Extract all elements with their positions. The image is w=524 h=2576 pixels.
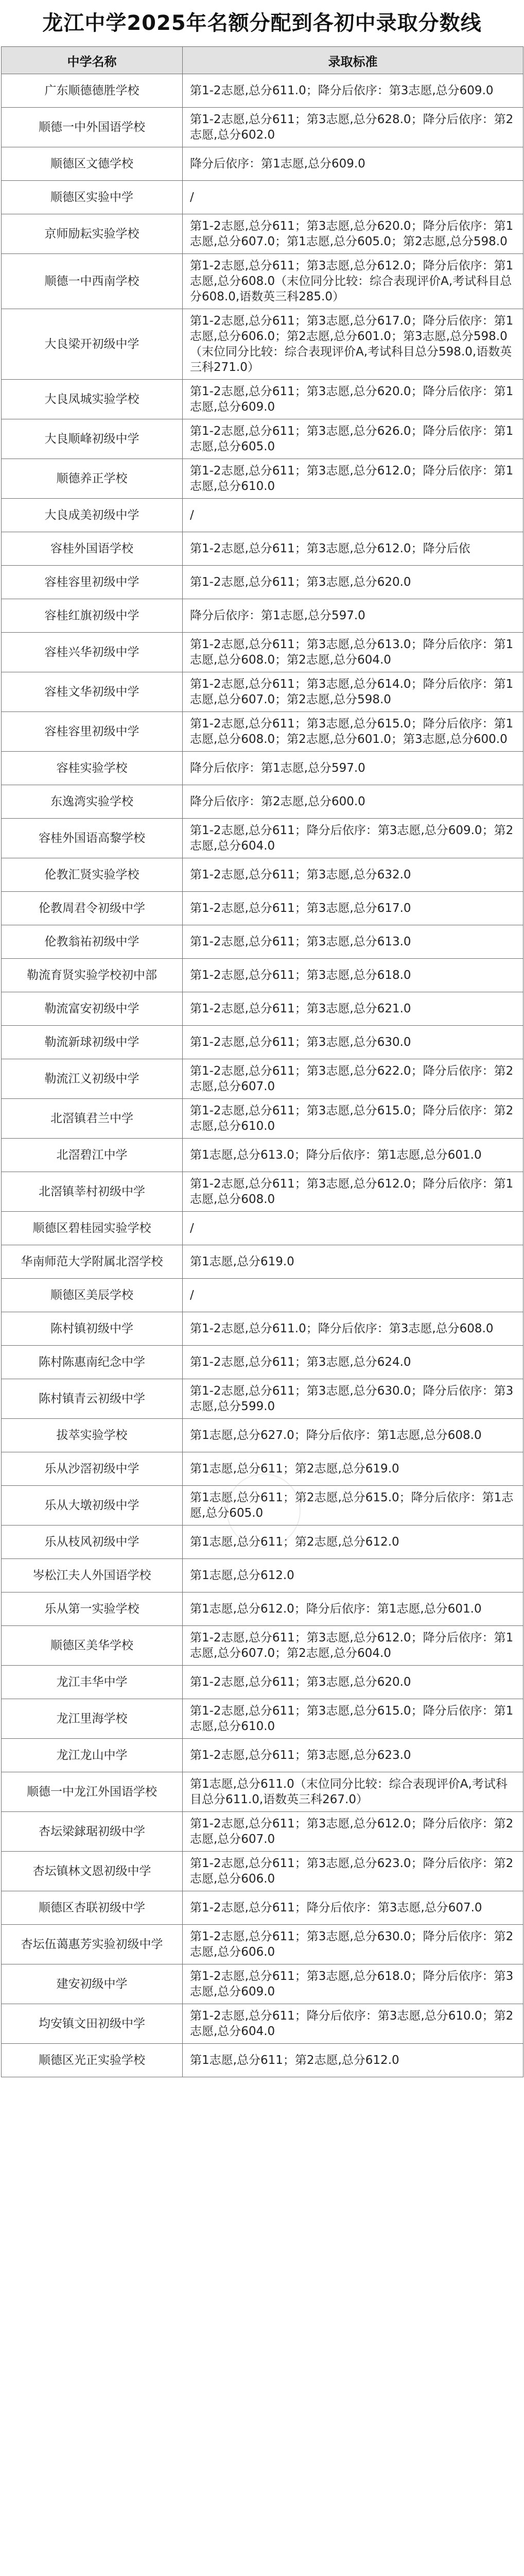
admission-standard-cell: 第1-2志愿,总分611；降分后依序：第3志愿,总分609.0；第2志愿,总分604.0 xyxy=(183,819,523,858)
school-name-cell: 陈村镇初级中学 xyxy=(2,1312,183,1346)
admission-standard-cell: 第1-2志愿,总分611；第3志愿,总分612.0；降分后依序：第1志愿,总分610.0 xyxy=(183,459,523,499)
table-row xyxy=(2,2044,523,2077)
admission-standard-cell: 第1-2志愿,总分611；降分后依序：第3志愿,总分607.0 xyxy=(183,1891,523,1925)
table-row xyxy=(2,752,523,785)
school-name-cell: 容桂红旗初级中学 xyxy=(2,599,183,633)
table-row xyxy=(2,819,523,858)
table-row xyxy=(2,959,523,992)
school-name-cell: 龙江龙山中学 xyxy=(2,1739,183,1772)
school-name-cell: 顺德养正学校 xyxy=(2,459,183,499)
admission-standard-cell: 第1-2志愿,总分611；第3志愿,总分630.0；降分后依序：第3志愿,总分599.0 xyxy=(183,1379,523,1419)
school-name-cell: 乐从沙滘初级中学 xyxy=(2,1452,183,1486)
admission-standard-cell: 第1-2志愿,总分611；第3志愿,总分612.0；降分后依 xyxy=(183,532,523,566)
school-name-cell: 容桂容里初级中学 xyxy=(2,712,183,752)
admission-standard-cell: 第1-2志愿,总分611；第3志愿,总分632.0 xyxy=(183,858,523,892)
school-name-cell: 容桂外国语高黎学校 xyxy=(2,819,183,858)
table-row xyxy=(2,1559,523,1592)
school-name-cell: 顺德一中外国语学校 xyxy=(2,108,183,147)
table-row xyxy=(2,1312,523,1346)
admission-standard-cell: 第1-2志愿,总分611；第3志愿,总分614.0；降分后依序：第1志愿,总分607.0；第2志愿,总分598.0 xyxy=(183,672,523,712)
table-row xyxy=(2,1172,523,1212)
school-name-cell: 乐从枝风初级中学 xyxy=(2,1526,183,1559)
admission-standard-cell: 第1志愿,总分611；第2志愿,总分619.0 xyxy=(183,1452,523,1486)
table-row xyxy=(2,147,523,181)
school-name-cell: 京师励耘实验学校 xyxy=(2,214,183,254)
admission-standard-cell: 第1志愿,总分611；第2志愿,总分612.0 xyxy=(183,2044,523,2077)
school-name-cell: 顺德一中西南学校 xyxy=(2,254,183,309)
admission-standard-cell: 降分后依序：第1志愿,总分597.0 xyxy=(183,599,523,633)
admission-standard-cell: 第1-2志愿,总分611；第3志愿,总分624.0 xyxy=(183,1346,523,1379)
admission-standard-cell: 第1-2志愿,总分611；第3志愿,总分615.0；降分后依序：第2志愿,总分610.0 xyxy=(183,1099,523,1139)
school-name-cell: 杏坛镇林文恩初级中学 xyxy=(2,1852,183,1891)
admission-standard-cell: 第1-2志愿,总分611；第3志愿,总分623.0 xyxy=(183,1739,523,1772)
admission-standard-cell: 第1志愿,总分627.0；降分后依序：第1志愿,总分608.0 xyxy=(183,1419,523,1452)
admission-table xyxy=(1,46,523,2077)
school-name-cell: 容桂兴华初级中学 xyxy=(2,633,183,672)
admission-standard-cell: 第1-2志愿,总分611；第3志愿,总分615.0；降分后依序：第1志愿,总分610.0 xyxy=(183,1699,523,1739)
table-row xyxy=(2,785,523,819)
table-row xyxy=(2,1026,523,1059)
table-row xyxy=(2,1419,523,1452)
school-name-cell: 伦教翁祐初级中学 xyxy=(2,925,183,959)
header-admission-standard: 录取标准 xyxy=(183,47,523,74)
admission-standard-cell: 第1-2志愿,总分611.0；降分后依序：第3志愿,总分609.0 xyxy=(183,74,523,108)
table-row xyxy=(2,108,523,147)
admission-standard-cell: 第1-2志愿,总分611；第3志愿,总分630.0 xyxy=(183,1026,523,1059)
page-title: 龙江中学2025年名额分配到各初中录取分数线 xyxy=(42,11,482,35)
school-name-cell: 勒流育贤实验学校初中部 xyxy=(2,959,183,992)
school-name-cell: 大良成美初级中学 xyxy=(2,499,183,532)
school-name-cell: 容桂外国语学校 xyxy=(2,532,183,566)
table-row xyxy=(2,181,523,214)
table-row xyxy=(2,892,523,925)
school-name-cell: 顺德区美辰学校 xyxy=(2,1279,183,1312)
admission-standard-cell: 第1-2志愿,总分611；第3志愿,总分630.0；降分后依序：第2志愿,总分606.0 xyxy=(183,1925,523,1964)
admission-standard-cell: 第1-2志愿,总分611；第3志愿,总分620.0；降分后依序：第1志愿,总分609.0 xyxy=(183,380,523,419)
school-name-cell: 岑松江夫人外国语学校 xyxy=(2,1559,183,1592)
admission-standard-cell: 第1-2志愿,总分611；第3志愿,总分617.0 xyxy=(183,892,523,925)
header-row xyxy=(2,47,523,74)
table-row xyxy=(2,1139,523,1172)
table-row xyxy=(2,633,523,672)
admission-standard-cell: 第1志愿,总分612.0；降分后依序：第1志愿,总分601.0 xyxy=(183,1592,523,1626)
admission-standard-cell: 第1-2志愿,总分611；第3志愿,总分618.0；降分后依序：第3志愿,总分609.0 xyxy=(183,1964,523,2004)
admission-standard-cell: 第1志愿,总分619.0 xyxy=(183,1245,523,1279)
table-row xyxy=(2,1772,523,1812)
admission-standard-cell: 第1-2志愿,总分611；降分后依序：第3志愿,总分610.0；第2志愿,总分604.0 xyxy=(183,2004,523,2044)
school-name-cell: 顺德区碧桂园实验学校 xyxy=(2,1212,183,1245)
table-row xyxy=(2,1346,523,1379)
school-name-cell: 陈村镇青云初级中学 xyxy=(2,1379,183,1419)
admission-standard-cell: 第1志愿,总分612.0 xyxy=(183,1559,523,1592)
admission-standard-cell: / xyxy=(183,1279,523,1312)
table-row xyxy=(2,309,523,380)
table-row xyxy=(2,992,523,1026)
school-name-cell: 大良凤城实验学校 xyxy=(2,380,183,419)
table-row xyxy=(2,1739,523,1772)
school-name-cell: 顺德区文德学校 xyxy=(2,147,183,181)
table-body xyxy=(2,74,523,2077)
header-school-name: 中学名称 xyxy=(2,47,183,74)
table-row xyxy=(2,1099,523,1139)
admission-standard-cell: 第1-2志愿,总分611；第3志愿,总分628.0；降分后依序：第2志愿,总分602.0 xyxy=(183,108,523,147)
school-name-cell: 建安初级中学 xyxy=(2,1964,183,2004)
admission-standard-cell: 第1-2志愿,总分611；第3志愿,总分620.0 xyxy=(183,1666,523,1699)
school-name-cell: 勒流富安初级中学 xyxy=(2,992,183,1026)
school-name-cell: 北滘碧江中学 xyxy=(2,1139,183,1172)
table-row xyxy=(2,380,523,419)
table-row xyxy=(2,566,523,599)
admission-standard-cell: 第1志愿,总分611.0（末位同分比较：综合表现评价A,考试科目总分611.0,语数英三科267.0） xyxy=(183,1772,523,1812)
school-name-cell: 拔萃实验学校 xyxy=(2,1419,183,1452)
table-row xyxy=(2,1592,523,1626)
school-name-cell: 乐从大墩初级中学 xyxy=(2,1486,183,1526)
table-row xyxy=(2,1699,523,1739)
admission-standard-cell: / xyxy=(183,1212,523,1245)
admission-standard-cell: 降分后依序：第1志愿,总分597.0 xyxy=(183,752,523,785)
admission-standard-cell: 降分后依序：第1志愿,总分609.0 xyxy=(183,147,523,181)
admission-standard-cell: 第1-2志愿,总分611.0；降分后依序：第3志愿,总分608.0 xyxy=(183,1312,523,1346)
table-row xyxy=(2,532,523,566)
table-row xyxy=(2,1626,523,1666)
table-row xyxy=(2,1925,523,1964)
school-name-cell: 大良梁开初级中学 xyxy=(2,309,183,380)
admission-standard-cell: 第1-2志愿,总分611；第3志愿,总分626.0；降分后依序：第1志愿,总分605.0 xyxy=(183,419,523,459)
school-name-cell: 广东顺德德胜学校 xyxy=(2,74,183,108)
admission-standard-cell: 第1-2志愿,总分611；第3志愿,总分623.0；降分后依序：第2志愿,总分606.0 xyxy=(183,1852,523,1891)
table-row xyxy=(2,1212,523,1245)
admission-standard-cell: 第1-2志愿,总分611；第3志愿,总分612.0；降分后依序：第1志愿,总分608.0（末位同分比较：综合表现评价A,考试科目总分608.0,语数英三科285.0） xyxy=(183,254,523,309)
table-row xyxy=(2,419,523,459)
school-name-cell: 杏坛梁銶琚初级中学 xyxy=(2,1812,183,1852)
school-name-cell: 伦教汇贤实验学校 xyxy=(2,858,183,892)
school-name-cell: 容桂文华初级中学 xyxy=(2,672,183,712)
admission-standard-cell: 第1-2志愿,总分611；第3志愿,总分612.0；降分后依序：第2志愿,总分607.0 xyxy=(183,1812,523,1852)
admission-standard-cell: 第1志愿,总分611；第2志愿,总分615.0；降分后依序：第1志愿,总分605.0 xyxy=(183,1486,523,1526)
table-row xyxy=(2,499,523,532)
admission-standard-cell: / xyxy=(183,181,523,214)
school-name-cell: 顺德区美华学校 xyxy=(2,1626,183,1666)
admission-standard-cell: 第1-2志愿,总分611；第3志愿,总分622.0；降分后依序：第2志愿,总分607.0 xyxy=(183,1059,523,1099)
table-row xyxy=(2,858,523,892)
school-name-cell: 大良顺峰初级中学 xyxy=(2,419,183,459)
table-row xyxy=(2,74,523,108)
table-row xyxy=(2,1812,523,1852)
school-name-cell: 顺德区实验中学 xyxy=(2,181,183,214)
table-row xyxy=(2,672,523,712)
school-name-cell: 均安镇文田初级中学 xyxy=(2,2004,183,2044)
table-row xyxy=(2,1279,523,1312)
table-row xyxy=(2,1964,523,2004)
table-row xyxy=(2,925,523,959)
table-row xyxy=(2,1891,523,1925)
admission-standard-cell: 第1-2志愿,总分611；第3志愿,总分618.0 xyxy=(183,959,523,992)
table-row xyxy=(2,1526,523,1559)
admission-standard-cell: 第1-2志愿,总分611；第3志愿,总分615.0；降分后依序：第1志愿,总分608.0；第2志愿,总分601.0；第3志愿,总分600.0 xyxy=(183,712,523,752)
school-name-cell: 杏坛伍蔼惠芳实验初级中学 xyxy=(2,1925,183,1964)
school-name-cell: 伦教周君令初级中学 xyxy=(2,892,183,925)
school-name-cell: 顺德一中龙江外国语学校 xyxy=(2,1772,183,1812)
admission-standard-cell: 第1志愿,总分613.0；降分后依序：第1志愿,总分601.0 xyxy=(183,1139,523,1172)
school-name-cell: 北滘镇莘村初级中学 xyxy=(2,1172,183,1212)
school-name-cell: 顺德区光正实验学校 xyxy=(2,2044,183,2077)
admission-standard-cell: 第1-2志愿,总分611；第3志愿,总分613.0；降分后依序：第1志愿,总分608.0；第2志愿,总分604.0 xyxy=(183,633,523,672)
admission-standard-cell: / xyxy=(183,499,523,532)
table-row xyxy=(2,599,523,633)
table-row xyxy=(2,1379,523,1419)
admission-standard-cell: 降分后依序：第2志愿,总分600.0 xyxy=(183,785,523,819)
admission-standard-cell: 第1-2志愿,总分611；第3志愿,总分617.0；降分后依序：第1志愿,总分606.0；第2志愿,总分601.0；第3志愿,总分598.0（末位同分比较：综合表现评价A,考试科目总分598.0,语数英三科271.0） xyxy=(183,309,523,380)
school-name-cell: 龙江丰华中学 xyxy=(2,1666,183,1699)
school-name-cell: 陈村陈惠南纪念中学 xyxy=(2,1346,183,1379)
admission-standard-cell: 第1-2志愿,总分611；第3志愿,总分620.0；降分后依序：第1志愿,总分607.0；第1志愿,总分605.0；第2志愿,总分598.0 xyxy=(183,214,523,254)
table-row xyxy=(2,2004,523,2044)
admission-standard-cell: 第1志愿,总分611；第2志愿,总分612.0 xyxy=(183,1526,523,1559)
admission-standard-cell: 第1-2志愿,总分611；第3志愿,总分612.0；降分后依序：第1志愿,总分607.0；第2志愿,总分604.0 xyxy=(183,1626,523,1666)
admission-standard-cell: 第1-2志愿,总分611；第3志愿,总分620.0 xyxy=(183,566,523,599)
table-row xyxy=(2,214,523,254)
school-name-cell: 勒流江义初级中学 xyxy=(2,1059,183,1099)
table-row xyxy=(2,1245,523,1279)
school-name-cell: 乐从第一实验学校 xyxy=(2,1592,183,1626)
table-row xyxy=(2,459,523,499)
school-name-cell: 北滘镇君兰中学 xyxy=(2,1099,183,1139)
school-name-cell: 容桂实验学校 xyxy=(2,752,183,785)
school-name-cell: 顺德区杏联初级中学 xyxy=(2,1891,183,1925)
school-name-cell: 容桂容里初级中学 xyxy=(2,566,183,599)
school-name-cell: 东逸湾实验学校 xyxy=(2,785,183,819)
school-name-cell: 华南师范大学附属北滘学校 xyxy=(2,1245,183,1279)
table-row xyxy=(2,1486,523,1526)
school-name-cell: 龙江里海学校 xyxy=(2,1699,183,1739)
school-name-cell: 勒流新球初级中学 xyxy=(2,1026,183,1059)
table-row xyxy=(2,254,523,309)
table-row xyxy=(2,1852,523,1891)
table-row xyxy=(2,712,523,752)
admission-standard-cell: 第1-2志愿,总分611；第3志愿,总分613.0 xyxy=(183,925,523,959)
admission-standard-cell: 第1-2志愿,总分611；第3志愿,总分612.0；降分后依序：第1志愿,总分608.0 xyxy=(183,1172,523,1212)
table-row xyxy=(2,1059,523,1099)
table-row xyxy=(2,1666,523,1699)
table-header xyxy=(2,47,523,74)
table-row xyxy=(2,1452,523,1486)
admission-standard-cell: 第1-2志愿,总分611；第3志愿,总分621.0 xyxy=(183,992,523,1026)
